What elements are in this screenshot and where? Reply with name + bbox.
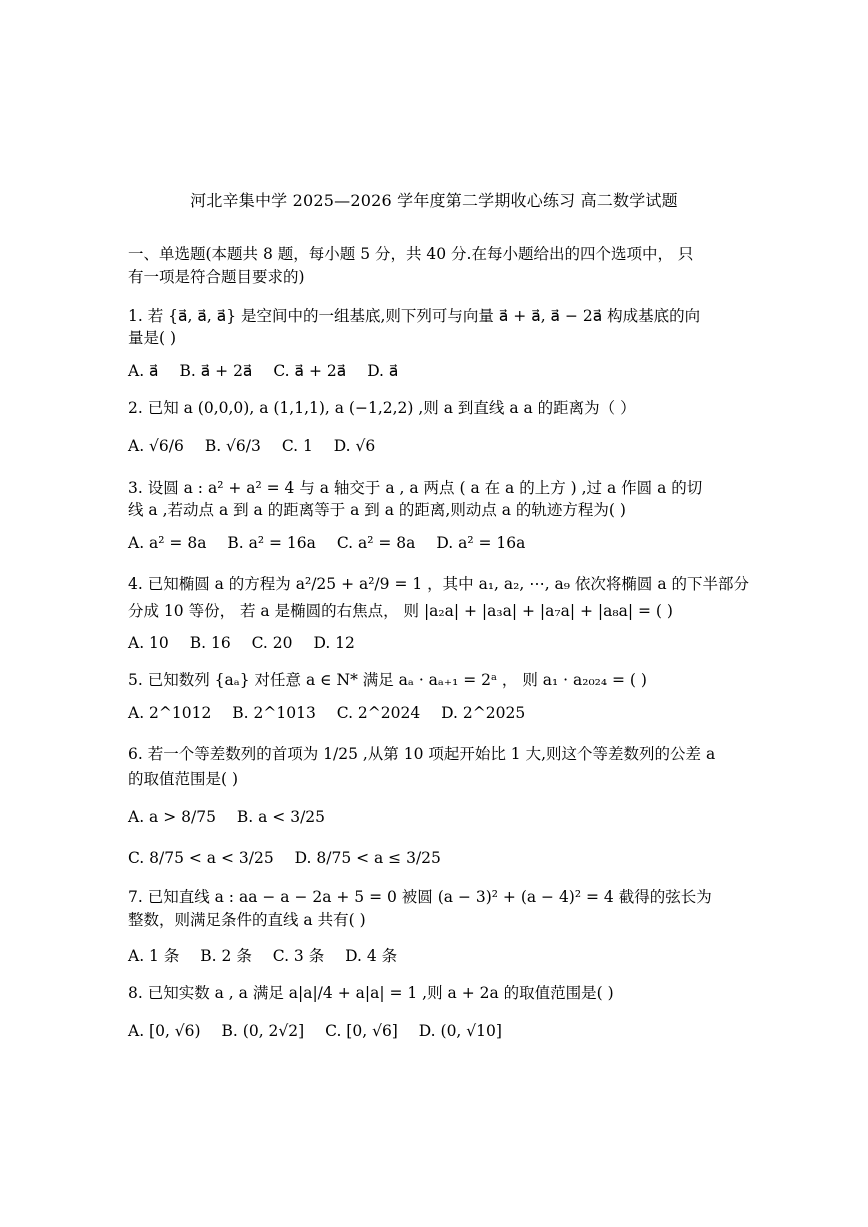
option-c: C. 3 条 <box>272 947 325 965</box>
question-8-line1: 8. 已知实数 a , a 满足 a|a|/4 + a|a| = 1 ,则 a + 2a 的取值范围是( ) <box>128 984 614 1002</box>
question-6-options-row2 <box>128 849 457 867</box>
option-d: D. a² = 16a <box>436 534 526 552</box>
question-6-line1: 6. 若一个等差数列的首项为 1/25 ,从第 10 项起开始比 1 大,则这个等差数列的公差 a <box>128 745 716 763</box>
section-instructions-line2: 有一项是符合题目要求的) <box>128 268 305 286</box>
question-6-line2: 的取值范围是( ) <box>128 770 239 788</box>
option-c: C. 8/75 < a < 3/25 <box>128 849 274 867</box>
option-d: D. √6 <box>333 437 376 455</box>
question-4-line1: 4. 已知椭圆 a 的方程为 a²/25 + a²/9 = 1 ，其中 a₁, a₂, ⋯, a₉ 依次将椭圆 a 的下半部分 <box>128 575 750 593</box>
option-a: A. √6/6 <box>128 437 184 455</box>
question-4-line2: 分成 10 等份， 若 a 是椭圆的右焦点， 则 |a₂a| + |a₃a| + |a₇a| + |a₈a| = ( ) <box>128 602 673 620</box>
question-7-line2: 整数，则满足条件的直线 a 共有( ) <box>128 911 366 929</box>
option-b: B. a⃗ + 2a⃗ <box>179 362 253 380</box>
option-b: B. 2 条 <box>200 947 252 965</box>
option-d: D. 4 条 <box>345 947 398 965</box>
question-2-line1: 2. 已知 a (0,0,0), a (1,1,1), a (−1,2,2) ,则 a 到直线 a a 的距离为（ ） <box>128 399 636 417</box>
question-8-options <box>128 1022 518 1040</box>
question-5-options <box>128 704 541 722</box>
option-d: D. 12 <box>313 634 355 652</box>
option-a: A. 1 条 <box>128 947 180 965</box>
option-c: C. 20 <box>251 634 293 652</box>
option-c: C. 2^2024 <box>336 704 421 722</box>
question-4-options <box>128 634 371 652</box>
option-a: A. a > 8/75 <box>128 808 216 826</box>
option-c: C. 1 <box>281 437 313 455</box>
option-c: C. a² = 8a <box>336 534 416 552</box>
option-b: B. a < 3/25 <box>236 808 326 826</box>
question-3-line2: 线 a ,若动点 a 到 a 的距离等于 a 到 a 的距离,则动点 a 的轨迹方程为( ) <box>128 501 626 519</box>
option-b: B. a² = 16a <box>227 534 316 552</box>
option-d: D. (0, √10] <box>418 1022 502 1040</box>
question-7-line1: 7. 已知直线 a : aa − a − 2a + 5 = 0 被圆 (a − 3)² + (a − 4)² = 4 截得的弦长为 <box>128 888 712 906</box>
question-3-line1: 3. 设圆 a : a² + a² = 4 与 a 轴交于 a , a 两点 ( a 在 a 的上方 ) ,过 a 作圆 a 的切 <box>128 479 703 497</box>
exam-title: 河北辛集中学 2025—2026 学年度第二学期收心练习 高二数学试题 <box>190 191 678 210</box>
question-1-line1: 1. 若 {a⃗, a⃗, a⃗} 是空间中的一组基底,则下列可与向量 a⃗ + a⃗, a⃗ − 2a⃗ 构成基底的向 <box>128 307 701 325</box>
question-7-options <box>128 944 413 966</box>
option-a: A. [0, √6) <box>128 1022 201 1040</box>
option-a: A. 2^1012 <box>128 704 212 722</box>
question-5-line1: 5. 已知数列 {aₐ} 对任意 a ∈ N* 满足 aₐ · aₐ₊₁ = 2ᵃ ， 则 a₁ · a₂₀₂₄ = ( ) <box>128 671 647 689</box>
option-b: B. 2^1013 <box>232 704 316 722</box>
option-b: B. 16 <box>189 634 231 652</box>
option-d: D. 8/75 < a ≤ 3/25 <box>294 849 441 867</box>
question-2-options <box>128 437 391 455</box>
option-b: B. √6/3 <box>204 437 261 455</box>
question-3-options <box>128 534 541 552</box>
option-d: D. a⃗ <box>367 362 399 380</box>
option-a: A. a⃗ <box>128 362 159 380</box>
question-1-line2: 量是( ) <box>128 329 177 347</box>
option-a: A. 10 <box>128 634 169 652</box>
option-c: C. [0, √6] <box>325 1022 398 1040</box>
option-c: C. a⃗ + 2a⃗ <box>273 362 347 380</box>
option-d: D. 2^2025 <box>441 704 526 722</box>
option-a: A. a² = 8a <box>128 534 207 552</box>
section-instructions-line1: 一、单选题(本题共 8 题，每小题 5 分，共 40 分.在每小题给出的四个选项中， 只 <box>128 245 694 263</box>
question-6-options-row1 <box>128 808 341 826</box>
question-1-options <box>128 362 414 380</box>
option-b: B. (0, 2√2] <box>221 1022 305 1040</box>
